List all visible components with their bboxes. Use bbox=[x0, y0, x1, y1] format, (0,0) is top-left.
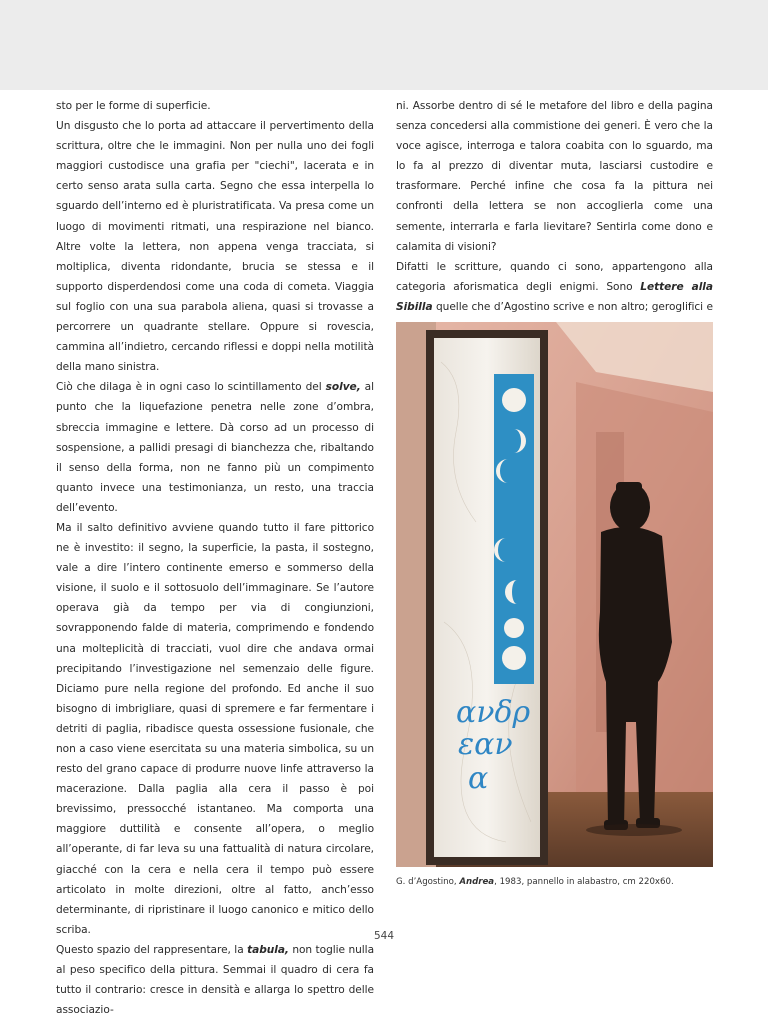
caption-text: G. d’Agostino, bbox=[396, 877, 460, 887]
right-text-column bbox=[396, 96, 713, 337]
emphasis-sibilla: Lettere alla Sibilla bbox=[396, 280, 713, 313]
paragraph: Un disgusto che lo porta ad attaccare il pervertimento della scrittura, oltre che le immagini. Non per nulla uno dei fogli maggiori custodisce una grafia per "ciechi", lacerata e in certo senso arata sulla carta. Segno che essa interpella lo sguardo dell’interno ed è pluristratificata. Va presa come un luogo di movimenti ritmati, una respirazione nel bianco. Altre volte la lettera, non appena venga tracciata, si moltiplica, diventa ridondante, brucia se stessa e il supporto disperdendosi come una coda di cometa. Viaggia sul foglio con una sua parabola aliena, quasi si trovasse a percorrere un quadrante stellare. Oppure si rovescia, cammina all’indietro, cercando riflessi e doppi nella motilità della mano sinistra. bbox=[56, 120, 374, 374]
text-run: al punto che la liquefazione penetra nelle zone d’ombra, sbreccia immagine e lettere. Dà corso ad un processo di sospensione, a pallidi presagi di bianchezza che, ribaltando il senso della forma, non ne fanno più un compimento quanto invece una testimonianza, un resto, una traccia dell’evento. bbox=[56, 381, 374, 514]
text-run: Questo spazio del rappresentare, la bbox=[56, 943, 248, 956]
moon-full bbox=[502, 388, 526, 412]
page-number: 544 bbox=[373, 930, 395, 942]
text-run: Ciò che dilaga è in ogni caso lo scintillamento del bbox=[56, 381, 326, 394]
panel-writing-line-2: εαν bbox=[458, 727, 513, 762]
paragraph: sto per le forme di superficie. bbox=[56, 100, 211, 112]
panel-writing-line-1: ανδρ bbox=[456, 695, 531, 730]
caption-text: , 1983, pannello in alabastro, cm 220x60. bbox=[494, 877, 674, 887]
figure-caption bbox=[396, 876, 726, 888]
moon-small bbox=[504, 618, 524, 638]
paragraph: ni. Assorbe dentro di sé le metafore del libro e della pagina senza concedersi alla commistione dei generi. È vero che la voce agisce, interroga e talora coabita con lo sguardo, ma lo fa al prezzo di diventar muta, lasciarsi custodire e trasformare. Perché infine che cosa fa la pittura nei confronti della lettera se non accoglierla come una semente, interrarla e farla lievitare? Sentirla come dono e calamita di visioni? bbox=[396, 100, 713, 253]
paragraph bbox=[56, 377, 374, 518]
text-run: Difatti le scritture, quando ci sono, appartengono alla categoria aforismatica degli enigmi. Sono bbox=[396, 260, 713, 293]
paragraph bbox=[56, 940, 374, 1020]
artwork-photo bbox=[396, 322, 713, 867]
left-text-column bbox=[56, 96, 374, 1020]
emphasis-tabula: tabula, bbox=[247, 943, 289, 956]
figure-shadow bbox=[586, 824, 682, 836]
emphasis-solve: solve, bbox=[325, 381, 361, 394]
artwork-photo-illustration bbox=[396, 322, 713, 867]
panel-writing-line-3: α bbox=[468, 761, 489, 796]
paragraph: Ma il salto definitivo avviene quando tutto il fare pittorico ne è investito: il segno, la superficie, la pasta, il sostegno, vale a dire l’intero continente emerso e sommerso della visione, il suolo e il sottosuolo dell’immaginare. Se l’autore operava già da tempo per via di congiunzioni, sovrapponendo falde di materia, comprimendo e fondendo una molteplicità di tracciati, vuol dire che andava ormai precipitando l’investigazione nel semenzaio delle figure. Diciamo pure nella regione del profondo. Ed anche il suo bisogno di imbrigliare, quasi di spremere e far fermentare i detriti di paglia, ribadisce questa ossessione fusionale, che non a caso viene esercitata su una materia simbolica, su un resto del grano capace di produrre nuove linfe attraverso la macerazione. Dalla paglia alla cera il passo è poi brevissimo, pressocché istantaneo. Ma comporta una maggiore duttilità e consente all’opera, o meglio all’operante, di far leva su una fattualità di natura circolare, giacché con la cera e nella cera il tempo può essere articolato in molte direzioni, oltre al fatto, anch’esso determinante, di ripristinare il luogo canonico e mitico dello scriba. bbox=[56, 521, 374, 936]
text-run: quelle che d’Agostino scrive e non altro; geroglifici e bbox=[435, 300, 713, 313]
header-band bbox=[0, 0, 768, 90]
moon-full-2 bbox=[502, 646, 526, 670]
text-run: non toglie nulla al peso specifico della pittura. Semmai il quadro di cera fa tutto il contrario: cresce in densità e allarga lo spettro delle associazio- bbox=[56, 943, 375, 1017]
caption-title: Andrea bbox=[459, 877, 495, 887]
